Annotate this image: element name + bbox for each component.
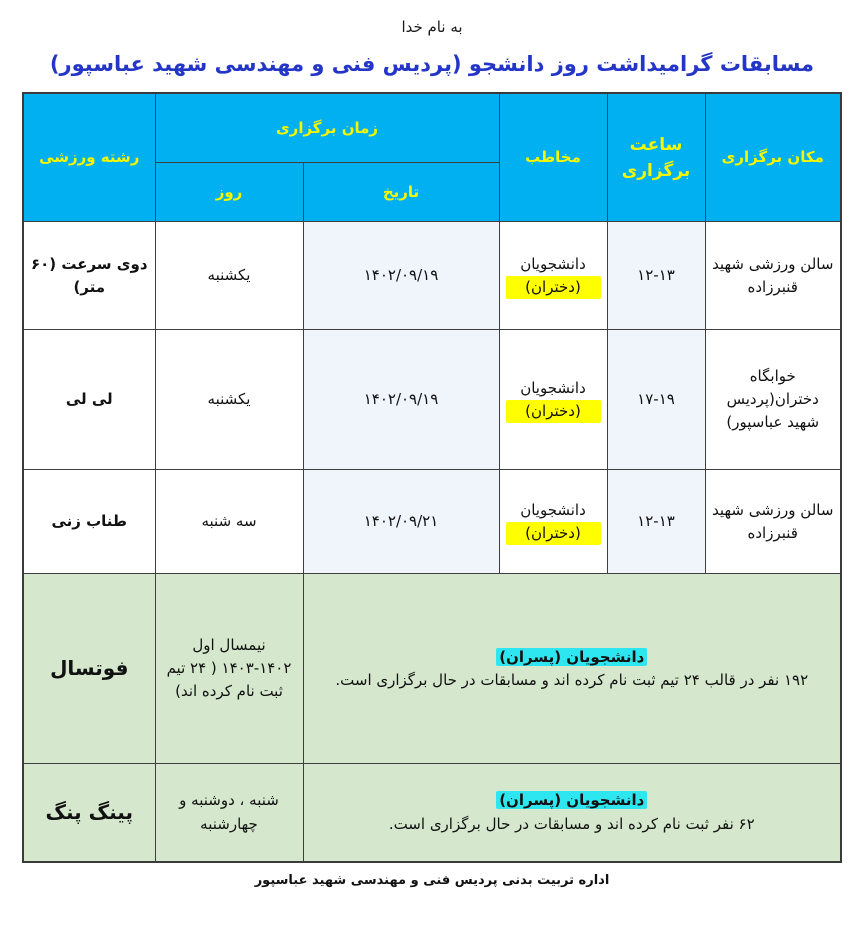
cell-place: خوابگاه دختران(پردیس شهید عباسپور) <box>705 330 841 470</box>
table-header-row <box>23 93 841 163</box>
header-sport: رشته ورزشی <box>23 93 155 222</box>
table-row <box>23 330 841 470</box>
cell-day: یکشنبه <box>155 222 303 330</box>
table-row <box>23 222 841 330</box>
competition-schedule-table <box>22 92 842 863</box>
cell-sport: دوی سرعت (۶۰ متر) <box>23 222 155 330</box>
cell-sport: فوتسال <box>23 574 155 764</box>
table-row <box>23 574 841 764</box>
header-time-group: زمان برگزاری <box>155 93 499 163</box>
cell-audience-highlight: دانشجویان (پسران) <box>496 791 647 809</box>
bismillah-line: به نام خدا <box>401 18 463 36</box>
cell-audience-line1: دانشجویان <box>520 500 586 519</box>
cell-hour: ۱۲-۱۳ <box>607 470 705 574</box>
cell-audience-highlight: دانشجویان (پسران) <box>496 648 647 666</box>
cell-hour: ۱۲-۱۳ <box>607 222 705 330</box>
cell-date: ۱۴۰۲/۰۹/۱۹ <box>303 330 499 470</box>
cell-merged-text: ۶۲ نفر ثبت نام کرده اند و مسابقات در حال برگزاری است. <box>388 814 755 833</box>
cell-date: ۱۴۰۲/۰۹/۲۱ <box>303 470 499 574</box>
page-title: مسابقات گرامیداشت روز دانشجو (پردیس فنی و مهندسی شهید عباسپور) <box>49 52 815 76</box>
cell-audience-line1: دانشجویان <box>520 254 586 273</box>
cell-merged-text: ۱۹۲ نفر در قالب ۲۴ تیم ثبت نام کرده اند و مسابقات در حال برگزاری است. <box>335 670 809 689</box>
cell-day: شنبه ، دوشنبه و چهارشنبه <box>155 764 303 862</box>
document-footer: اداره تربیت بدنی پردیس فنی و مهندسی شهید عباسپور <box>254 872 610 888</box>
cell-merged-note <box>303 764 841 862</box>
cell-place: سالن ورزشی شهید قنبرزاده <box>705 470 841 574</box>
cell-date: ۱۴۰۲/۰۹/۱۹ <box>303 222 499 330</box>
cell-audience-highlight: (دختران) <box>506 400 601 423</box>
cell-day: سه شنبه <box>155 470 303 574</box>
header-audience: مخاطب <box>499 93 607 222</box>
cell-audience-highlight: (دختران) <box>506 522 601 545</box>
cell-sport: لی لی <box>23 330 155 470</box>
cell-merged-note <box>303 574 841 764</box>
table-row <box>23 764 841 862</box>
cell-day: یکشنبه <box>155 330 303 470</box>
table-row <box>23 470 841 574</box>
header-hour: ساعت برگزاری <box>607 93 705 222</box>
cell-hour: ۱۷-۱۹ <box>607 330 705 470</box>
cell-audience <box>499 470 607 574</box>
cell-audience <box>499 222 607 330</box>
cell-sport: پینگ پنگ <box>23 764 155 862</box>
cell-audience-line1: دانشجویان <box>520 378 586 397</box>
header-day: روز <box>155 163 303 222</box>
cell-audience <box>499 330 607 470</box>
cell-audience-highlight: (دختران) <box>506 276 601 299</box>
header-date: تاریخ <box>303 163 499 222</box>
header-place: مکان برگزاری <box>705 93 841 222</box>
cell-day: نیمسال اول ۱۴۰۲-۱۴۰۳ ( ۲۴ تیم ثبت نام کرده اند) <box>155 574 303 764</box>
cell-sport: طناب زنی <box>23 470 155 574</box>
cell-place: سالن ورزشی شهید قنبرزاده <box>705 222 841 330</box>
